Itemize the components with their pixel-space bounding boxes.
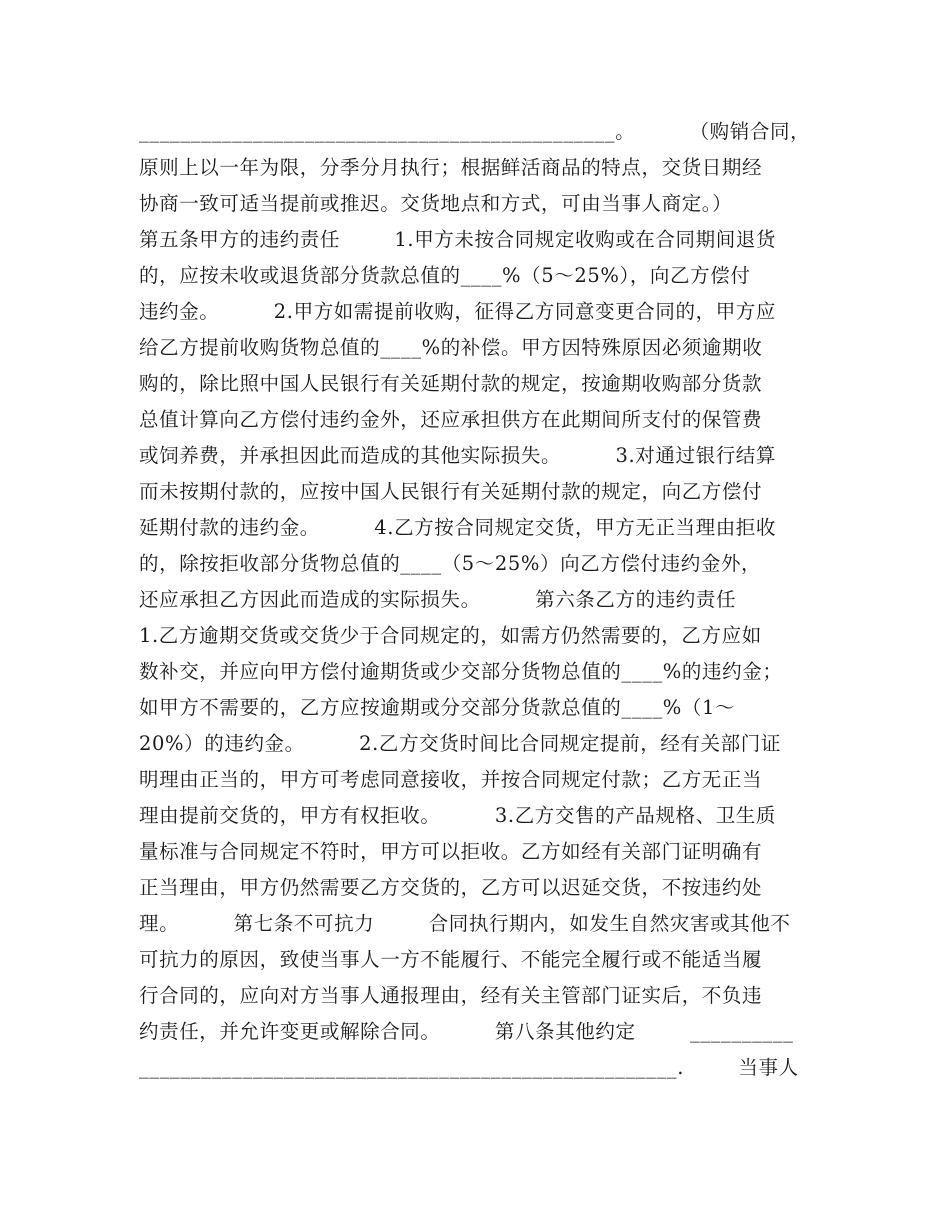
text-line: 原则上以一年为限，分季分月执行；根据鲜活商品的特点，交货日期经: [139, 156, 763, 179]
text-line: 明理由正当的，甲方可考虑同意接收，并按合同规定付款；乙方无正当: [139, 768, 763, 791]
text-line: 购的，除比照中国人民银行有关延期付款的规定，按逾期收购部分货款: [139, 372, 763, 395]
text-line: 还应承担乙方因此而造成的实际损失。 第六条乙方的违约责任: [139, 588, 737, 611]
text-line: 协商一致可适当提前或推迟。交货地点和方式，可由当事人商定。）: [139, 192, 733, 215]
text-line: ____________________________________________________. 当事人: [139, 1056, 799, 1079]
text-line: 延期付款的违约金。 4.乙方按合同规定交货，甲方无正当理由拒收: [139, 516, 776, 539]
text-line: 1.乙方逾期交货或交货少于合同规定的，如需方仍然需要的，乙方应如: [139, 624, 762, 647]
text-line: 违约金。 2.甲方如需提前收购，征得乙方同意变更合同的，甲方应: [139, 300, 776, 323]
text-line: 行合同的，应向对方当事人通报理由，经有关主管部门证实后，不负违: [139, 984, 763, 1007]
text-line: 可抗力的原因，致使当事人一方不能履行、不能完全履行或不能适当履: [139, 948, 763, 971]
text-line: 的，应按未收或退货部分货款总值的____%（5～25%），向乙方偿付: [139, 264, 751, 287]
text-line: 理。 第七条不可抗力 合同执行期内，如发生自然灾害或其他不: [139, 912, 791, 935]
text-line: 的，除按拒收部分货物总值的____（5～25%）向乙方偿付违约金外，: [139, 552, 762, 575]
text-line: 给乙方提前收购货物总值的____%的补偿。甲方因特殊原因必须逾期收: [139, 336, 763, 359]
text-line: 量标准与合同规定不符时，甲方可以拒收。乙方如经有关部门证明确有: [139, 840, 763, 863]
text-line: ______________________________________________。 （购销合同，: [139, 120, 811, 143]
text-line: 如甲方不需要的，乙方应按逾期或分交部分货款总值的____%（1～: [139, 696, 736, 719]
text-line: 理由提前交货的，甲方有权拒收。 3.乙方交售的产品规格、卫生质: [139, 804, 776, 827]
text-line: 或饲养费，并承担因此而造成的其他实际损失。 3.对通过银行结算: [139, 444, 776, 467]
text-line: 约责任，并允许变更或解除合同。 第八条其他约定 __________: [139, 1020, 794, 1043]
text-line: 而未按期付款的，应按中国人民银行有关延期付款的规定，向乙方偿付: [139, 480, 763, 503]
text-line: 数补交，并应向甲方偿付逾期货或少交部分货物总值的____%的违约金；: [139, 660, 783, 683]
text-line: 第五条甲方的违约责任 1.甲方未按合同规定收购或在合同期间退货: [139, 228, 776, 251]
text-line: 20%）的违约金。 2.乙方交货时间比合同规定提前，经有关部门证: [139, 732, 781, 755]
text-line: 总值计算向乙方偿付违约金外，还应承担供方在此期间所支付的保管费: [139, 408, 763, 431]
text-line: 正当理由，甲方仍然需要乙方交货的，乙方可以迟延交货，不按违约处: [139, 876, 763, 899]
